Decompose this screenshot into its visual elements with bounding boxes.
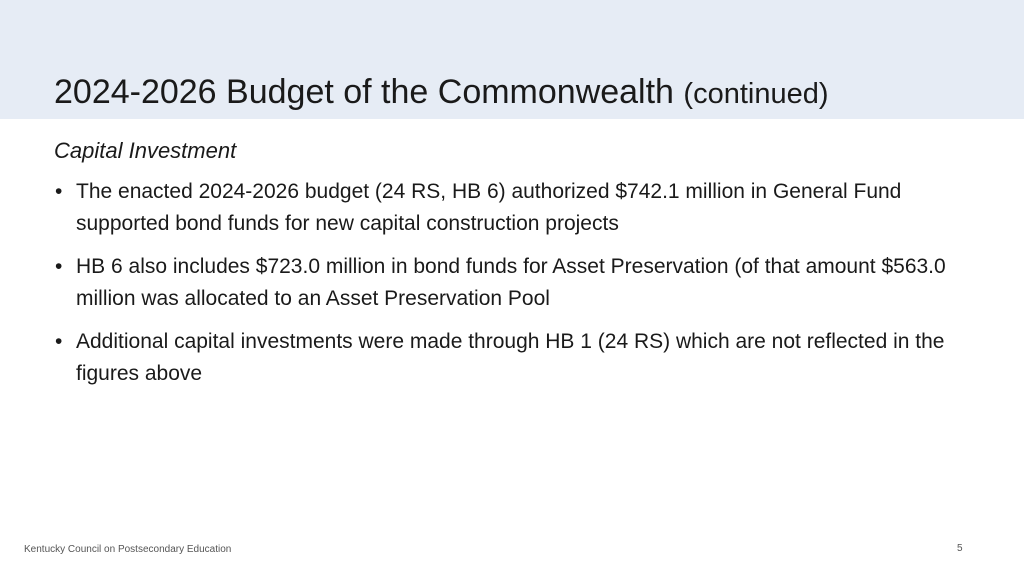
slide-title-sub: (continued) <box>683 78 829 110</box>
page-number: 5 <box>957 543 963 554</box>
bullet-list <box>54 176 954 401</box>
slide-title <box>54 70 829 116</box>
bullet-item <box>54 326 954 389</box>
bullet-item <box>54 251 954 314</box>
slide-title-main: 2024-2026 Budget of the Commonwealth <box>54 73 674 111</box>
bullet-text: HB 6 also includes $723.0 million in bond funds for Asset Preservation (of that amount $563.0 million was allocated to an Asset Preservation Pool <box>76 255 946 310</box>
bullet-dot-icon: • <box>55 180 63 203</box>
bullet-item <box>54 176 954 239</box>
bullet-text: Additional capital investments were made through HB 1 (24 RS) which are not reflected in the figures above <box>76 330 945 385</box>
bullet-dot-icon: • <box>55 255 63 278</box>
section-heading: Capital Investment <box>54 138 237 163</box>
bullet-text: The enacted 2024-2026 budget (24 RS, HB 6) authorized $742.1 million in General Fund supported bond funds for new capital construction projects <box>76 180 902 235</box>
footer-organization: Kentucky Council on Postsecondary Education <box>24 544 232 555</box>
bullet-dot-icon: • <box>55 330 63 353</box>
